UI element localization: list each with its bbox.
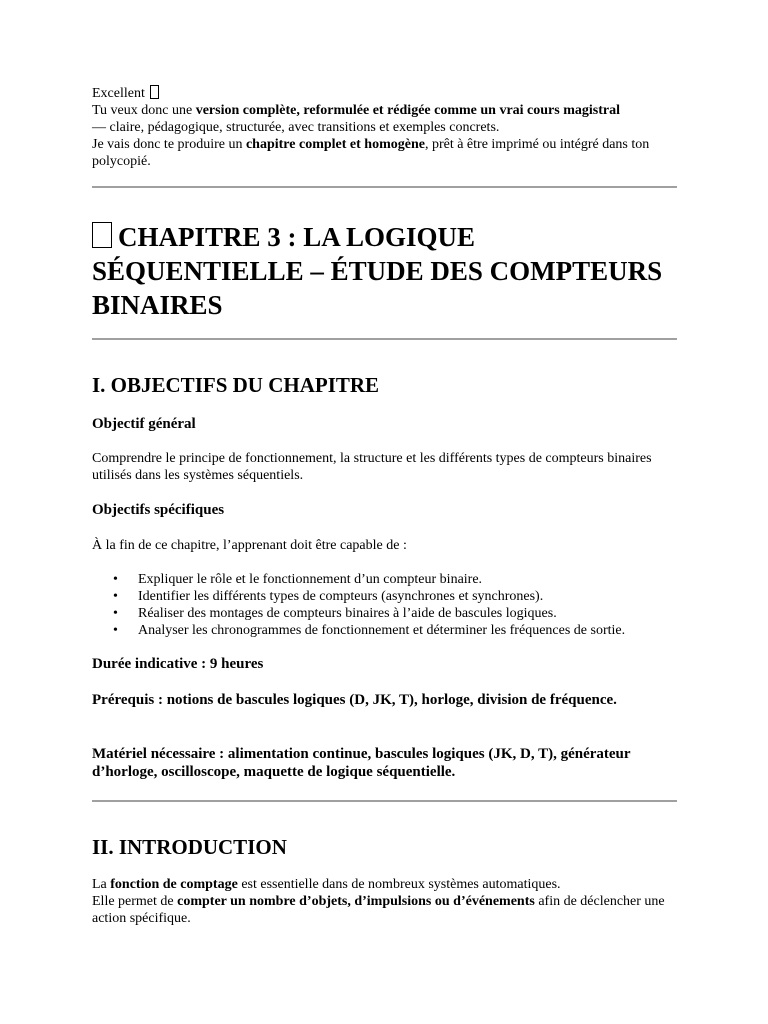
divider	[92, 338, 677, 340]
intro-line-2-bold: version complète, reformulée et rédigée comme un vrai cours magistral	[195, 103, 620, 118]
materials-line: Matériel nécessaire : alimentation continue, bascules logiques (JK, D, T), générateur d’horloge, oscilloscope, maquette de logique séquentielle.	[92, 746, 631, 780]
intro-block	[92, 85, 692, 170]
intro-p1-text: La	[92, 877, 111, 892]
section-heading-objectives: I. OBJECTIFS DU CHAPITRE	[92, 373, 380, 397]
duration-line: Durée indicative : 9 heures	[92, 656, 264, 672]
intro-p2-bold: compter un nombre d’objets, d’impulsions ou d’événements	[177, 894, 535, 909]
list-item: • Réaliser des montages de compteurs binaires à l’aide de bascules logiques.	[92, 605, 692, 622]
divider	[92, 186, 677, 188]
objective-general-text: Comprendre le principe de fonctionnement, la structure et les différents types de compteurs binaires utilisés dans les systèmes séquentiels.	[92, 451, 652, 483]
intro-line-2	[92, 102, 692, 119]
intro-p1-bold: fonction de comptage	[110, 877, 238, 892]
divider	[92, 800, 677, 802]
intro-line-4	[92, 136, 692, 170]
intro-line-4-end: , prêt à être imprimé ou intégré dans ton polycopié.	[92, 137, 650, 169]
intro-line-2-text: Tu veux donc une	[92, 103, 196, 118]
section-heading-introduction: II. INTRODUCTION	[92, 835, 287, 859]
intro-p2-end: afin de déclencher une action spécifique.	[92, 894, 665, 926]
intro-line-1	[92, 85, 692, 102]
chapter-title	[92, 220, 692, 322]
objective-specific-list	[92, 571, 692, 639]
introduction-paragraph	[92, 876, 682, 927]
chapter-title-text: CHAPITRE 3 : LA LOGIQUE SÉQUENTIELLE – ÉTUDE DES COMPTEURS BINAIRES	[92, 222, 663, 320]
list-item: • Analyser les chronogrammes de fonctionnement et déterminer les fréquences de sortie.	[92, 622, 692, 639]
intro-excellent: Excellent	[92, 86, 145, 101]
objective-specific-heading: Objectifs spécifiques	[92, 502, 225, 518]
list-item: • Expliquer le rôle et le fonctionnement d’un compteur binaire.	[92, 571, 692, 588]
objective-general-heading: Objectif général	[92, 416, 196, 432]
objective-specific-intro: À la fin de ce chapitre, l’apprenant doit être capable de :	[92, 538, 407, 553]
intro-line-4-bold: chapitre complet et homogène	[245, 137, 425, 152]
list-item: • Identifier les différents types de compteurs (asynchrones et synchrones).	[92, 588, 692, 605]
intro-line-3: — claire, pédagogique, structurée, avec transitions et exemples concrets.	[92, 120, 500, 135]
missing-emoji-icon	[92, 222, 112, 248]
prerequisites-line: Prérequis : notions de bascules logiques (D, JK, T), horloge, division de fréquence.	[92, 692, 617, 708]
missing-emoji-icon	[150, 85, 159, 99]
intro-p1-end: est essentielle dans de nombreux systèmes automatiques.	[237, 877, 561, 892]
intro-line-4-text: Je vais donc te produire un	[92, 137, 246, 152]
intro-p2-text: Elle permet de	[92, 894, 178, 909]
